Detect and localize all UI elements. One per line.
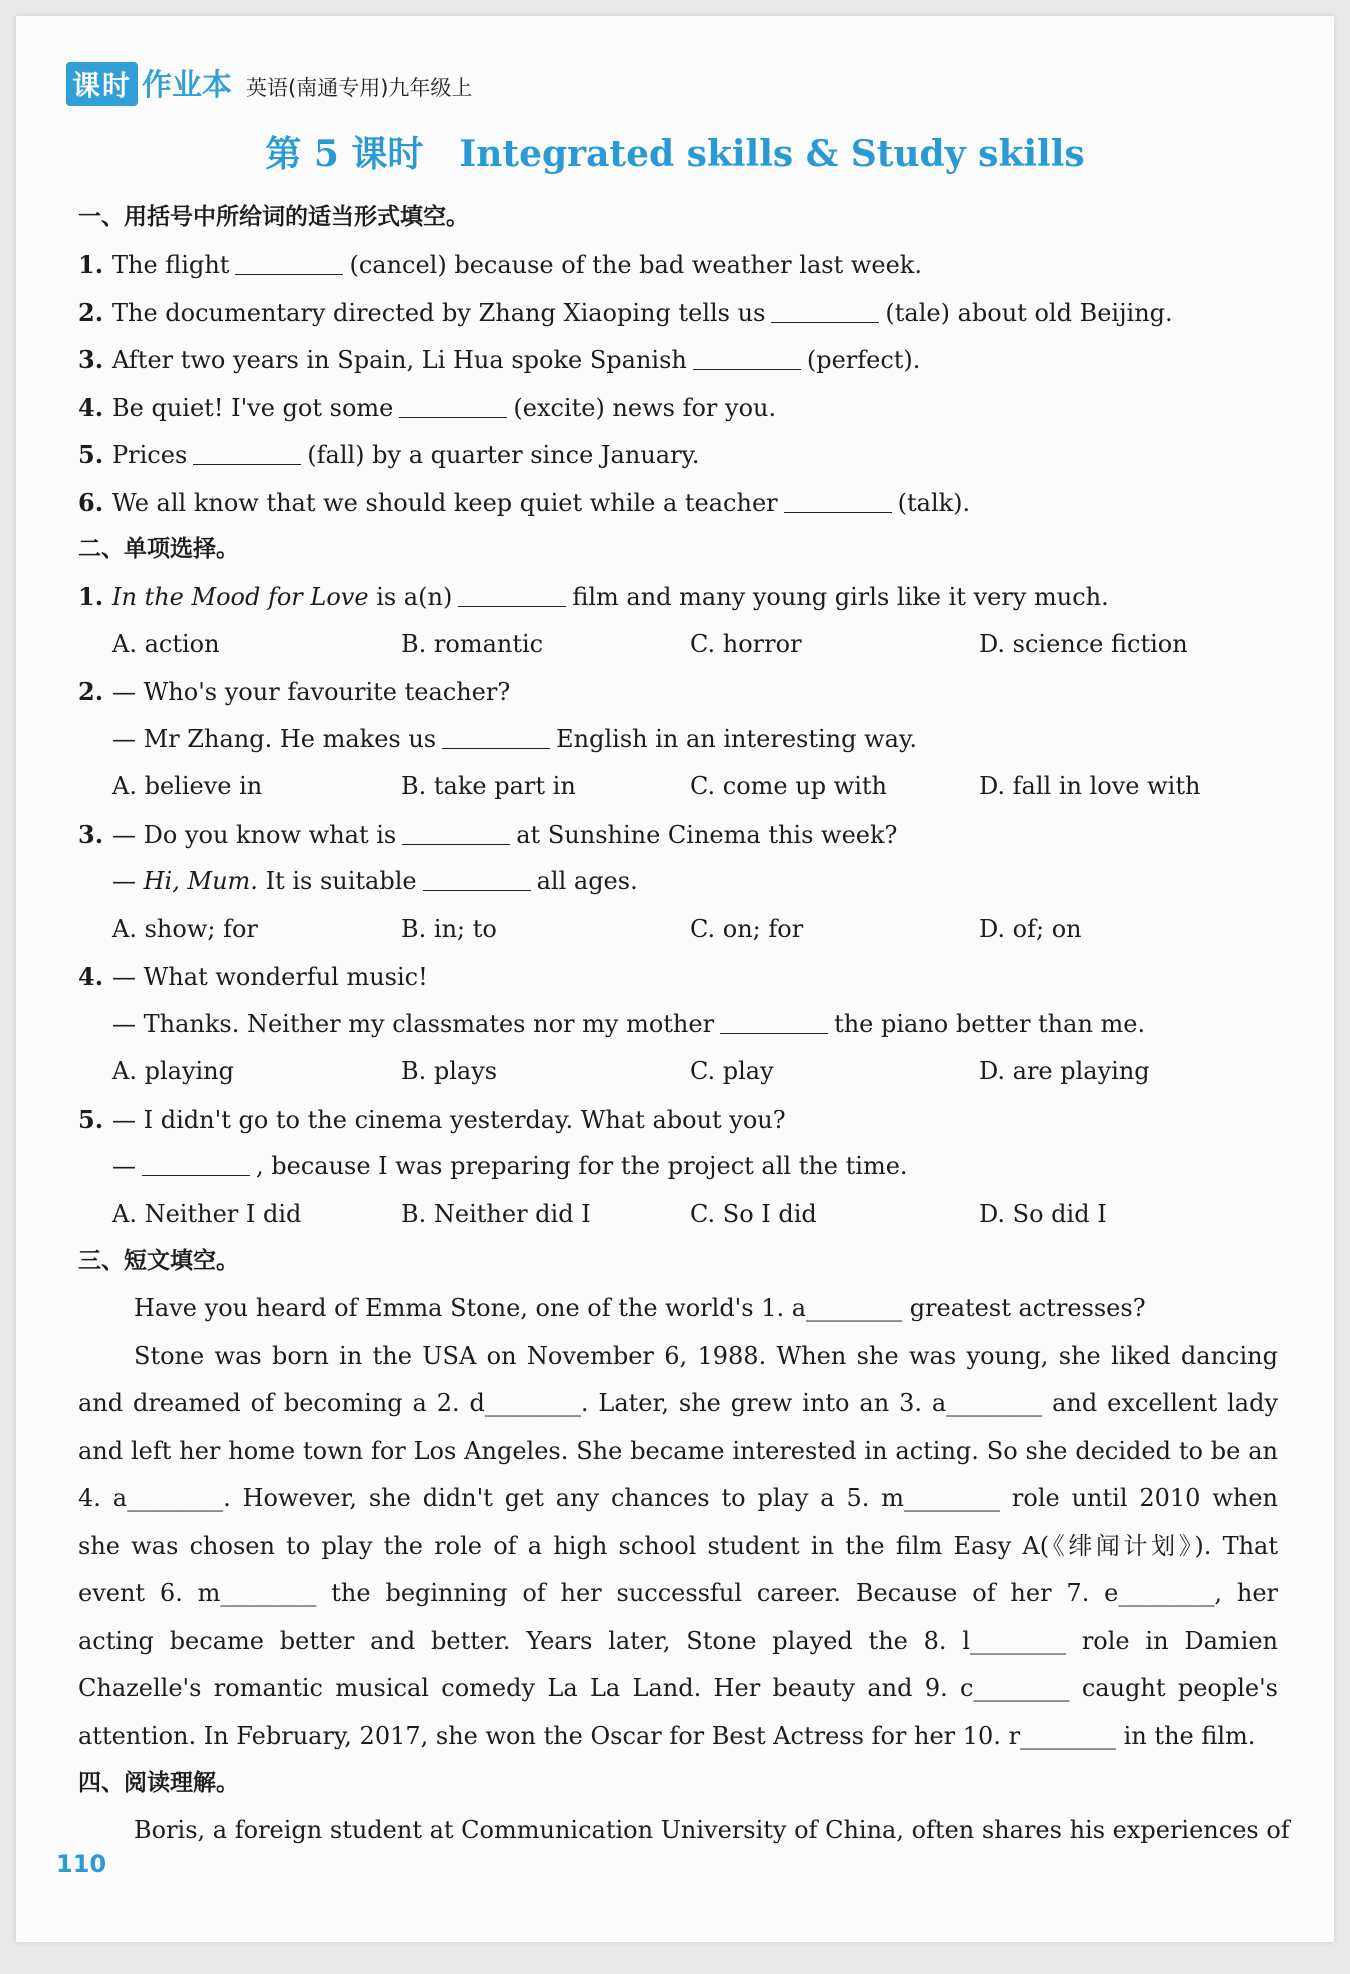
passage-line: Boris, a foreign student at Communication University of China, often shares his experiences of	[134, 1816, 1290, 1844]
answer-blank[interactable]	[193, 442, 301, 465]
passage-line: 4. a________. However, she didn't get any chances to play a 5. m________ role until 2010 when	[78, 1484, 1278, 1512]
exercise-content	[78, 194, 1290, 1855]
passage-line: and left her home town for Los Angeles. She became interested in acting. So she decided to be an	[78, 1436, 1278, 1465]
option-c[interactable]: C. So I did	[690, 1199, 817, 1228]
answer-blank[interactable]	[423, 868, 531, 891]
section-4-heading: 四、阅读理解。	[78, 1770, 239, 1796]
option-b[interactable]: B. plays	[401, 1057, 498, 1085]
option-a[interactable]: A. playing	[112, 1057, 234, 1085]
answer-blank[interactable]	[399, 395, 507, 418]
answer-blank[interactable]	[142, 1153, 250, 1176]
film-title: In the Mood for Love	[112, 583, 369, 611]
mc-question-line: — Thanks. Neither my classmates nor my mother the piano better than me.	[112, 1009, 1146, 1038]
passage-line: attention. In February, 2017, she won the Oscar for Best Actress for her 10. r________ in the film.	[78, 1721, 1256, 1750]
page-header	[66, 60, 472, 106]
fill-item: 6. We all know that we should keep quiet while a teacher (talk).	[78, 487, 971, 517]
mc-question: 4. — What wonderful music!	[78, 962, 428, 991]
section-2-heading: 二、单项选择。	[78, 536, 239, 562]
mc-question-line: — , because I was preparing for the project all the time.	[112, 1152, 908, 1180]
answer-blank[interactable]	[442, 726, 550, 749]
fill-item: 3. After two years in Spain, Li Hua spoke Spanish (perfect).	[78, 345, 921, 374]
fill-item: 5. Prices (fall) by a quarter since January.	[78, 440, 700, 469]
option-c[interactable]: C. come up with	[690, 772, 888, 800]
answer-blank[interactable]	[235, 252, 343, 275]
mc-question: 3. — Do you know what is at Sunshine Cinema this week?	[78, 819, 898, 849]
option-b[interactable]: B. take part in	[401, 772, 576, 800]
section-1-heading: 一、用括号中所给词的适当形式填空。	[78, 204, 469, 230]
passage-line: she was chosen to play the role of a high school student in the film Easy A(《绯闻计划》). That	[78, 1531, 1278, 1560]
option-b[interactable]: B. Neither did I	[401, 1199, 591, 1228]
option-d[interactable]: D. fall in love with	[979, 772, 1201, 800]
answer-blank[interactable]	[693, 347, 801, 370]
passage-line: Stone was born in the USA on November 6, 1988. When she was young, she liked dancing	[134, 1341, 1278, 1370]
mc-options	[78, 621, 1278, 669]
passage-line: and dreamed of becoming a 2. d________. Later, she grew into an 3. a________ and excellent lady	[78, 1389, 1278, 1417]
option-c[interactable]: C. play	[690, 1057, 774, 1085]
page-number: 110	[56, 1850, 107, 1878]
option-a[interactable]: A. action	[112, 629, 220, 658]
mc-question-line: — Mr Zhang. He makes us English in an interesting way.	[112, 724, 917, 753]
answer-blank[interactable]	[771, 300, 879, 323]
option-d[interactable]: D. are playing	[979, 1057, 1150, 1085]
fill-item: 1. The flight (cancel) because of the bad weather last week.	[78, 250, 922, 279]
mc-options	[78, 1191, 1278, 1239]
mc-question-line: — Hi, Mum. It is suitable all ages.	[112, 867, 638, 895]
passage-line: acting became better and better. Years later, Stone played the 8. l________ role in Damien	[78, 1626, 1278, 1655]
mc-options	[78, 1048, 1278, 1096]
option-c[interactable]: C. on; for	[690, 914, 804, 943]
option-a[interactable]: A. believe in	[112, 772, 263, 800]
mc-question: 2. — Who's your favourite teacher?	[78, 677, 511, 706]
option-a[interactable]: A. show; for	[112, 914, 258, 943]
option-d[interactable]: D. of; on	[979, 914, 1082, 943]
workbook-page	[16, 16, 1334, 1942]
answer-blank[interactable]	[458, 584, 566, 607]
lesson-title	[16, 126, 1334, 177]
book-subtitle: 英语(南通专用)九年级上	[246, 76, 473, 100]
mc-options	[78, 906, 1278, 954]
passage-line: Chazelle's romantic musical comedy La La Land. Her beauty and 9. c________ caught people's	[78, 1674, 1278, 1702]
lesson-number: 第 5 课时	[265, 133, 424, 175]
option-d[interactable]: D. science fiction	[979, 629, 1188, 658]
mc-options	[78, 763, 1278, 811]
passage-line: Have you heard of Emma Stone, one of the world's 1. a________ greatest actresses?	[134, 1294, 1146, 1322]
fill-item: 4. Be quiet! I've got some (excite) news for you.	[78, 392, 777, 422]
section-3-heading: 三、短文填空。	[78, 1248, 239, 1274]
passage-line: event 6. m________ the beginning of her successful career. Because of her 7. e________, her	[78, 1579, 1278, 1607]
option-b[interactable]: B. romantic	[401, 629, 544, 658]
mc-question: 1. In the Mood for Love is a(n) film and many young girls like it very much.	[78, 582, 1109, 611]
answer-blank[interactable]	[720, 1011, 828, 1034]
mc-question: 5. — I didn't go to the cinema yesterday. What about you?	[78, 1104, 786, 1134]
option-d[interactable]: D. So did I	[979, 1199, 1107, 1228]
option-a[interactable]: A. Neither I did	[112, 1199, 302, 1228]
brand-logo: 课时	[66, 62, 138, 106]
fill-item: 2. The documentary directed by Zhang Xiaoping tells us (tale) about old Beijing.	[78, 297, 1173, 327]
brand-logo-text: 作业本	[142, 68, 233, 103]
option-b[interactable]: B. in; to	[401, 914, 497, 943]
answer-blank[interactable]	[784, 490, 892, 513]
lesson-topic: Integrated skills & Study skills	[459, 133, 1085, 175]
answer-blank[interactable]	[402, 822, 510, 845]
option-c[interactable]: C. horror	[690, 629, 802, 658]
